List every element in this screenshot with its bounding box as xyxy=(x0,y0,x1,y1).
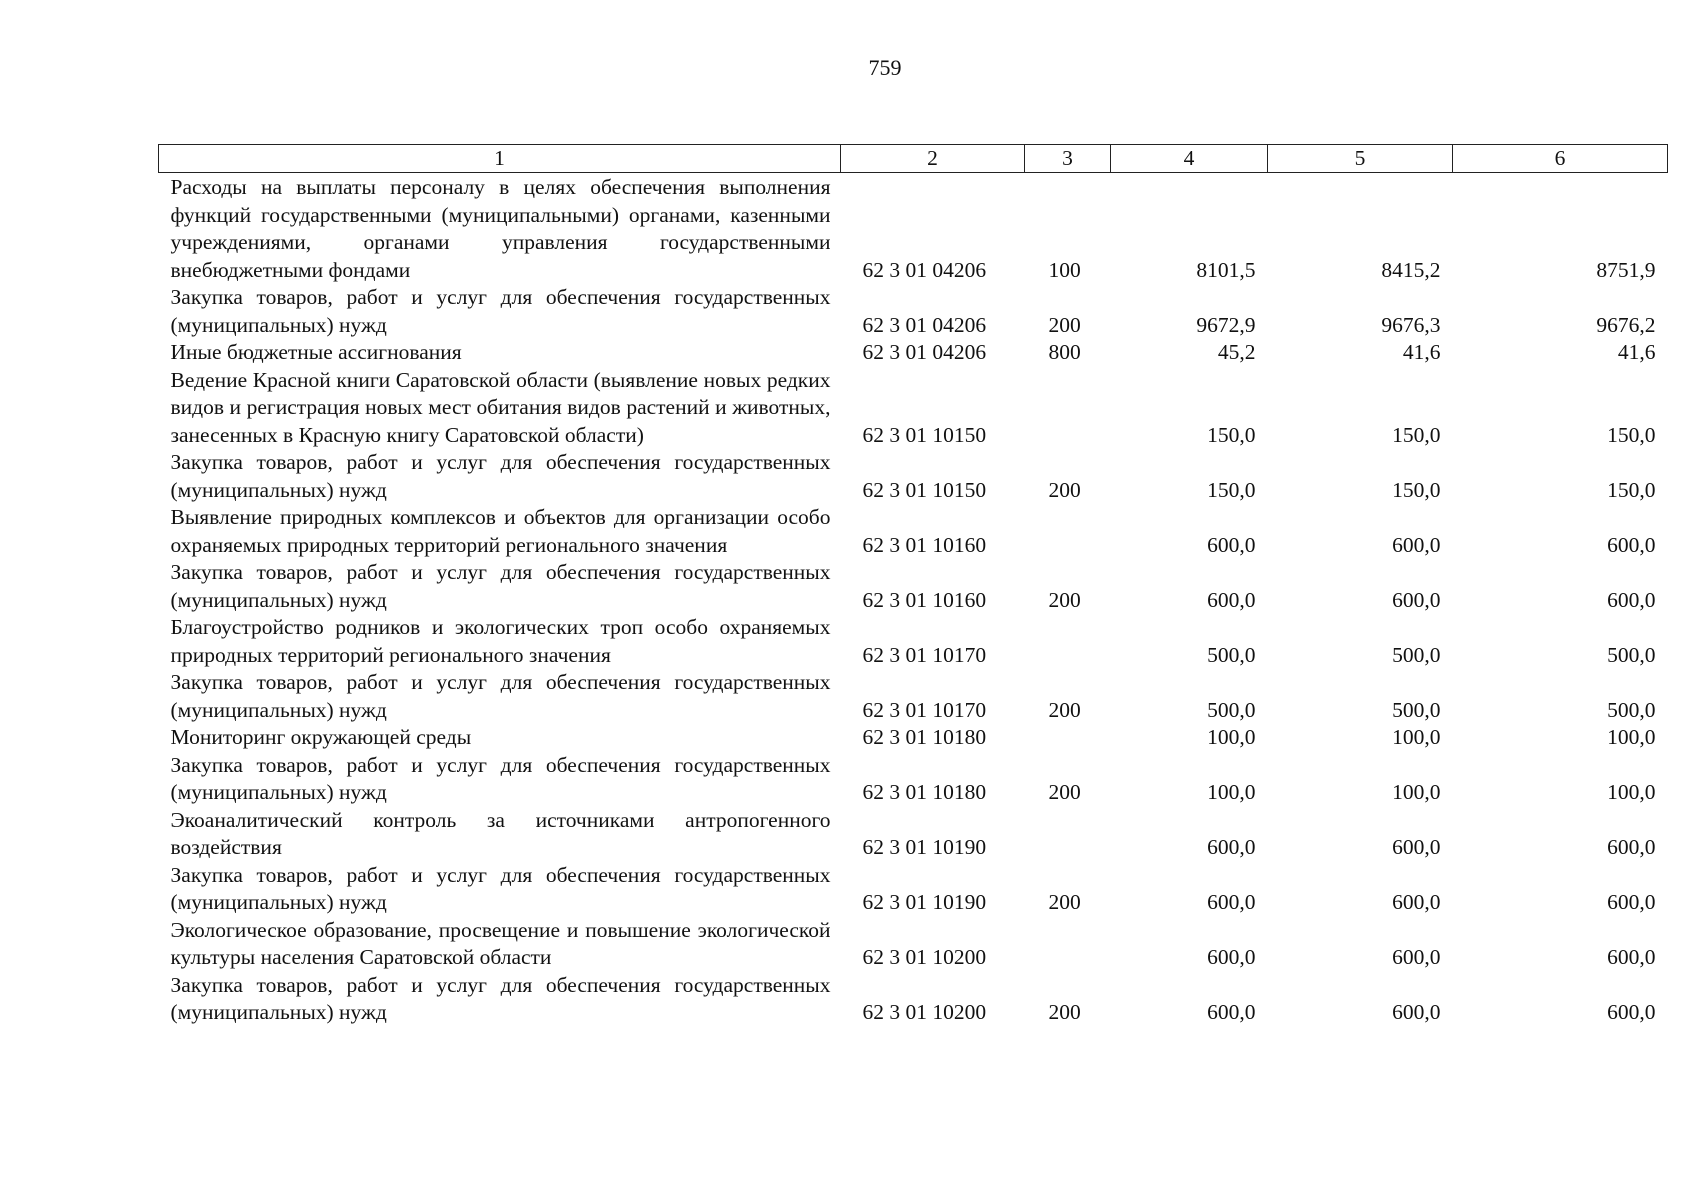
row-name: Закупка товаров, работ и услуг для обеспечения государственных (муниципальных) нужд xyxy=(170,285,831,337)
header-row xyxy=(159,145,1668,173)
header-col-4: 4 xyxy=(1111,145,1268,173)
row-expense-type: 200 xyxy=(1048,697,1081,722)
row-value-col4: 600,0 xyxy=(1207,945,1256,969)
page-number: 759 xyxy=(868,55,902,80)
row-value-col6: 500,0 xyxy=(1607,642,1656,667)
row-name: Закупка товаров, работ и услуг для обеспечения государственных (муниципальных) нужд xyxy=(170,560,831,612)
row-code: 62 3 01 10150 xyxy=(862,477,987,502)
row-name: Иные бюджетные ассигнования xyxy=(170,340,462,364)
row-value-col5: 600,0 xyxy=(1392,532,1441,557)
header-col-5: 5 xyxy=(1268,145,1453,173)
row-code: 62 3 01 04206 xyxy=(862,312,987,337)
row-name: Закупка товаров, работ и услуг для обеспечения государственных (муниципальных) нужд xyxy=(170,972,831,1024)
row-code: 62 3 01 10180 xyxy=(862,725,987,749)
row-name: Благоустройство родников и экологических троп особо охраняемых природных территорий регионального значения xyxy=(170,615,831,667)
header-col-2: 2 xyxy=(841,145,1025,173)
row-expense-type: 200 xyxy=(1048,890,1081,914)
row-value-col4: 150,0 xyxy=(1207,422,1256,447)
row-value-col6: 600,0 xyxy=(1607,1000,1656,1024)
row-name: Закупка товаров, работ и услуг для обеспечения государственных (муниципальных) нужд xyxy=(170,752,831,804)
row-value-col6: 9676,2 xyxy=(1596,312,1656,337)
row-value-col4: 600,0 xyxy=(1207,587,1256,612)
table-row xyxy=(159,339,1668,367)
row-value-col6: 600,0 xyxy=(1607,945,1656,969)
row-name: Закупка товаров, работ и услуг для обеспечения государственных (муниципальных) нужд xyxy=(170,862,831,914)
row-value-col5: 9676,3 xyxy=(1381,312,1441,337)
row-expense-type xyxy=(1025,917,1111,972)
row-value-col5: 150,0 xyxy=(1392,422,1441,447)
header-col-6: 6 xyxy=(1453,145,1668,173)
row-value-col5: 100,0 xyxy=(1392,780,1441,804)
row-value-col5: 41,6 xyxy=(1402,340,1441,364)
table-header xyxy=(159,145,1668,173)
table-row xyxy=(159,173,1668,285)
row-code: 62 3 01 04206 xyxy=(862,340,987,364)
row-code: 62 3 01 10150 xyxy=(862,422,987,447)
row-expense-type xyxy=(1025,807,1111,862)
row-code: 62 3 01 10160 xyxy=(862,532,987,557)
row-code: 62 3 01 10170 xyxy=(862,642,987,667)
row-value-col5: 500,0 xyxy=(1392,697,1441,722)
row-value-col4: 600,0 xyxy=(1207,1000,1256,1024)
row-value-col4: 9672,9 xyxy=(1196,312,1256,337)
row-value-col5: 150,0 xyxy=(1392,477,1441,502)
table-row xyxy=(159,724,1668,752)
row-name: Мониторинг окружающей среды xyxy=(170,725,472,749)
row-code: 62 3 01 10200 xyxy=(862,1000,987,1024)
row-value-col4: 150,0 xyxy=(1207,477,1256,502)
row-value-col6: 150,0 xyxy=(1607,422,1656,447)
table-row xyxy=(159,367,1668,450)
table-row xyxy=(159,669,1668,724)
row-code: 62 3 01 10190 xyxy=(862,835,987,859)
table-row xyxy=(159,449,1668,504)
budget-table xyxy=(158,144,1668,1027)
row-value-col6: 600,0 xyxy=(1607,835,1656,859)
row-value-col5: 600,0 xyxy=(1392,1000,1441,1024)
table-row xyxy=(159,972,1668,1027)
row-name: Экологическое образование, просвещение и повышение экологической культуры населения Саратовской области xyxy=(170,917,831,969)
row-expense-type: 200 xyxy=(1048,780,1081,804)
table-row xyxy=(159,862,1668,917)
row-value-col4: 100,0 xyxy=(1207,725,1256,749)
row-expense-type xyxy=(1025,367,1111,450)
row-value-col5: 600,0 xyxy=(1392,945,1441,969)
row-value-col4: 45,2 xyxy=(1217,340,1256,364)
row-expense-type: 200 xyxy=(1048,1000,1081,1024)
row-code: 62 3 01 04206 xyxy=(862,257,987,282)
row-value-col6: 41,6 xyxy=(1617,340,1656,364)
row-value-col4: 500,0 xyxy=(1207,642,1256,667)
table-row xyxy=(159,559,1668,614)
row-value-col4: 100,0 xyxy=(1207,780,1256,804)
row-expense-type xyxy=(1025,724,1111,752)
row-name: Ведение Красной книги Саратовской области (выявление новых редких видов и регистрация новых мест обитания видов растений и животных, занесенных в Красную книгу Саратовской области) xyxy=(170,367,831,447)
row-expense-type: 100 xyxy=(1048,257,1081,282)
row-expense-type: 800 xyxy=(1048,340,1081,364)
row-name: Расходы на выплаты персоналу в целях обеспечения выполнения функций государственными (муниципальными) органами, казенными учреждениями, органами управления государственными внебюджетными фондами xyxy=(170,175,831,282)
row-expense-type: 200 xyxy=(1048,312,1081,337)
row-value-col5: 500,0 xyxy=(1392,642,1441,667)
table-row xyxy=(159,917,1668,972)
row-code: 62 3 01 10160 xyxy=(862,587,987,612)
row-name: Закупка товаров, работ и услуг для обеспечения государственных (муниципальных) нужд xyxy=(170,670,831,722)
table-row xyxy=(159,752,1668,807)
row-value-col6: 500,0 xyxy=(1607,697,1656,722)
table-row xyxy=(159,614,1668,669)
row-name: Экоаналитический контроль за источниками антропогенного воздействия xyxy=(170,807,831,859)
row-name: Закупка товаров, работ и услуг для обеспечения государственных (муниципальных) нужд xyxy=(170,450,831,502)
header-col-1: 1 xyxy=(159,145,841,173)
table-row xyxy=(159,504,1668,559)
row-value-col6: 150,0 xyxy=(1607,477,1656,502)
row-value-col4: 600,0 xyxy=(1207,532,1256,557)
table-row xyxy=(159,807,1668,862)
row-value-col6: 8751,9 xyxy=(1596,257,1656,282)
row-value-col5: 600,0 xyxy=(1392,587,1441,612)
row-value-col6: 100,0 xyxy=(1607,725,1656,749)
row-code: 62 3 01 10180 xyxy=(862,780,987,804)
row-value-col5: 100,0 xyxy=(1392,725,1441,749)
row-value-col5: 600,0 xyxy=(1392,890,1441,914)
table-row xyxy=(159,284,1668,339)
row-value-col5: 8415,2 xyxy=(1381,257,1441,282)
row-value-col5: 600,0 xyxy=(1392,835,1441,859)
row-code: 62 3 01 10170 xyxy=(862,697,987,722)
header-col-3: 3 xyxy=(1025,145,1111,173)
row-code: 62 3 01 10190 xyxy=(862,890,987,914)
row-value-col4: 600,0 xyxy=(1207,835,1256,859)
row-value-col6: 600,0 xyxy=(1607,890,1656,914)
row-expense-type xyxy=(1025,614,1111,669)
row-value-col4: 600,0 xyxy=(1207,890,1256,914)
row-value-col4: 500,0 xyxy=(1207,697,1256,722)
table-body xyxy=(159,173,1668,1027)
row-value-col6: 100,0 xyxy=(1607,780,1656,804)
row-name: Выявление природных комплексов и объектов для организации особо охраняемых природных территорий регионального значения xyxy=(170,505,831,557)
row-value-col6: 600,0 xyxy=(1607,587,1656,612)
row-expense-type: 200 xyxy=(1048,587,1081,612)
row-code: 62 3 01 10200 xyxy=(862,945,987,969)
row-expense-type xyxy=(1025,504,1111,559)
row-expense-type: 200 xyxy=(1048,477,1081,502)
row-value-col6: 600,0 xyxy=(1607,532,1656,557)
row-value-col4: 8101,5 xyxy=(1196,257,1256,282)
